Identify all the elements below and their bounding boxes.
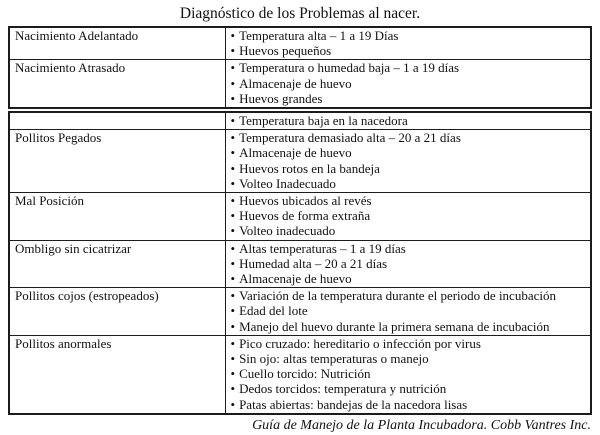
- bullet-icon: •: [230, 75, 236, 91]
- cause-item: [231, 351, 587, 366]
- table-row: [9, 193, 591, 241]
- bullet-icon: •: [230, 335, 236, 351]
- cause-text: Manejo del huevo durante la primera semana de incubación: [239, 318, 550, 334]
- bullet-icon: •: [230, 288, 236, 304]
- cause-text: Temperatura o humedad baja – 1 a 19 días: [239, 60, 460, 76]
- cause-text: Almacenaje de huevo: [239, 271, 352, 287]
- bullet-icon: •: [230, 60, 236, 76]
- table-row: [9, 288, 591, 336]
- table-row: [9, 60, 591, 108]
- causes-cell: [225, 288, 591, 336]
- diagnosis-table-section-1: [8, 26, 592, 109]
- bullet-icon: •: [230, 113, 236, 129]
- bullet-icon: •: [230, 396, 236, 412]
- cause-text: Almacenaje de huevo: [239, 145, 352, 161]
- bullet-icon: •: [230, 160, 236, 176]
- problem-cell: Ombligo sin cicatrizar: [9, 240, 225, 288]
- cause-text: Sin ojo: altas temperaturas o manejo: [239, 351, 429, 367]
- cause-item: [231, 336, 587, 351]
- source-citation: Guía de Manejo de la Planta Incubadora. Cobb Vantres Inc.: [252, 417, 591, 433]
- problem-cell: Pollitos Pegados: [9, 130, 225, 193]
- bullet-icon: •: [230, 193, 236, 209]
- bullet-icon: •: [230, 28, 236, 43]
- bullet-icon: •: [230, 351, 236, 367]
- cause-item: [231, 381, 587, 396]
- cause-item: [231, 161, 587, 176]
- cause-item: [231, 130, 587, 145]
- bullet-icon: •: [230, 381, 236, 397]
- causes-cell: [225, 240, 591, 288]
- bullet-icon: •: [230, 208, 236, 224]
- bullet-icon: •: [230, 366, 236, 382]
- bullet-icon: •: [230, 130, 236, 146]
- cause-item: [231, 60, 587, 75]
- table-row: [9, 130, 591, 193]
- cause-item: [231, 91, 587, 106]
- problem-cell: Pollitos anormales: [9, 335, 225, 414]
- bullet-icon: •: [230, 271, 236, 287]
- bullet-icon: •: [230, 90, 236, 106]
- bullet-icon: •: [230, 303, 236, 319]
- cause-item: [231, 397, 587, 412]
- cause-item: [231, 366, 587, 381]
- causes-cell: [225, 60, 591, 108]
- problem-cell: Nacimiento Adelantado: [9, 27, 225, 60]
- causes-cell: [225, 193, 591, 241]
- cause-text: Volteo inadecuado: [239, 223, 336, 239]
- causes-cell: [225, 112, 591, 130]
- cause-text: Patas abiertas: bandejas de la nacedora lisas: [239, 396, 468, 412]
- table-row: [9, 112, 591, 130]
- cause-item: [231, 319, 587, 334]
- cause-text: Huevos de forma extraña: [239, 208, 371, 224]
- table-row: [9, 240, 591, 288]
- page-title: Diagnóstico de los Problemas al nacer.: [179, 5, 421, 22]
- bullet-icon: •: [230, 175, 236, 191]
- cause-item: [231, 303, 587, 318]
- cause-item: [231, 43, 587, 58]
- cause-text: Altas temperaturas – 1 a 19 días: [239, 240, 406, 256]
- cause-item: [231, 208, 587, 223]
- problem-cell: Mal Posición: [9, 193, 225, 241]
- cause-item: [231, 145, 587, 160]
- cause-text: Variación de la temperatura durante el periodo de incubación: [239, 288, 556, 304]
- cause-item: [231, 223, 587, 238]
- bullet-icon: •: [230, 43, 236, 59]
- cause-item: [231, 76, 587, 91]
- causes-cell: [225, 335, 591, 414]
- cause-item: [231, 193, 587, 208]
- bullet-icon: •: [230, 318, 236, 334]
- table-row: [9, 27, 591, 60]
- cause-text: Cuello torcido: Nutrición: [239, 366, 371, 382]
- cause-text: Pico cruzado: hereditario o infección por virus: [239, 335, 481, 351]
- cause-text: Temperatura alta – 1 a 19 Días: [239, 28, 399, 43]
- problem-cell: [9, 112, 225, 130]
- cause-text: Huevos ubicados al revés: [239, 193, 372, 209]
- bullet-icon: •: [230, 145, 236, 161]
- bullet-icon: •: [230, 255, 236, 271]
- cause-text: Huevos rotos en la bandeja: [239, 160, 380, 176]
- causes-cell: [225, 130, 591, 193]
- cause-item: [231, 176, 587, 191]
- cause-item: [231, 241, 587, 256]
- cause-text: Temperatura demasiado alta – 20 a 21 días: [239, 130, 461, 146]
- bullet-icon: •: [230, 223, 236, 239]
- diagnosis-tables: [8, 26, 592, 415]
- table-row: [9, 335, 591, 414]
- cause-text: Huevos grandes: [239, 90, 323, 106]
- cause-text: Volteo Inadecuado: [239, 175, 336, 191]
- cause-text: Huevos pequeños: [239, 43, 332, 59]
- problem-cell: Nacimiento Atrasado: [9, 60, 225, 108]
- bullet-icon: •: [230, 240, 236, 256]
- cause-item: [231, 113, 587, 128]
- problem-cell: Pollitos cojos (estropeados): [9, 288, 225, 336]
- cause-text: Almacenaje de huevo: [239, 75, 352, 91]
- cause-text: Temperatura baja en la nacedora: [239, 113, 408, 129]
- diagnosis-table-section-2: [8, 111, 592, 415]
- cause-item: [231, 288, 587, 303]
- cause-text: Edad del lote: [239, 303, 308, 319]
- cause-item: [231, 28, 587, 43]
- cause-item: [231, 271, 587, 286]
- cause-text: Humedad alta – 20 a 21 días: [239, 255, 388, 271]
- cause-item: [231, 256, 587, 271]
- causes-cell: [225, 27, 591, 60]
- cause-text: Dedos torcidos: temperatura y nutrición: [239, 381, 447, 397]
